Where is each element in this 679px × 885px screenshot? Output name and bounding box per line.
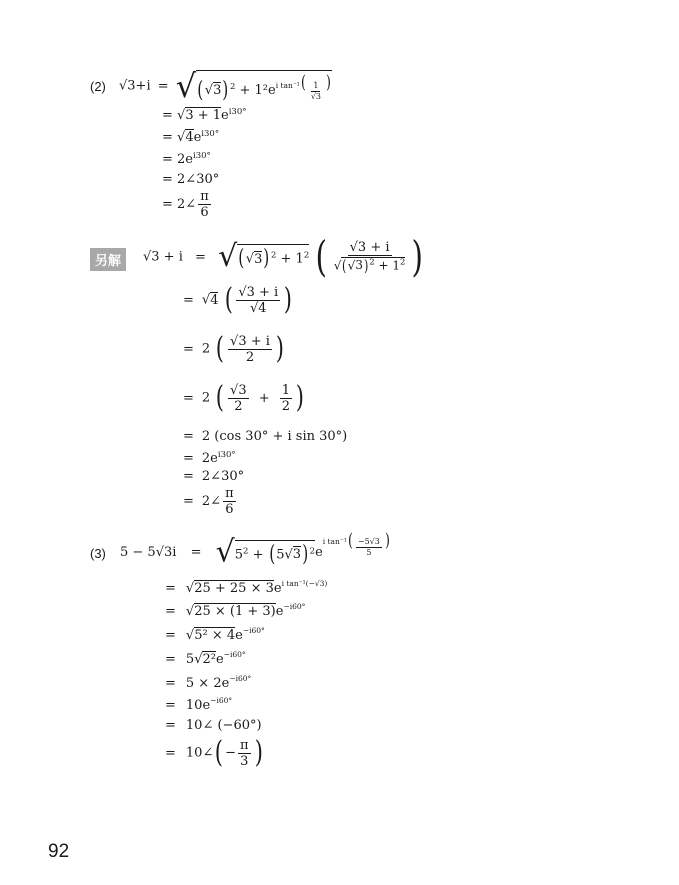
base: = 2e	[162, 152, 193, 167]
exp-frac-den: 5	[366, 548, 372, 557]
alt-line-5: = 2 (cos 30° + i sin 30°)	[183, 429, 348, 444]
exponent: i30°	[228, 107, 247, 117]
six: 6	[225, 502, 234, 517]
frac1-num: √3	[230, 382, 247, 398]
radicand: 3 + 1	[185, 108, 222, 123]
section-3-line-7: = $10e^{-i60^\circ}$	[165, 696, 233, 713]
frac-num: √3 + i	[238, 284, 279, 300]
text: 10∠ (−60°)	[185, 718, 262, 733]
exponent: i30°	[201, 129, 220, 139]
exponent: −i60°	[229, 674, 252, 683]
alt-line-6: = $2e^{i30^\circ}$	[183, 450, 236, 466]
section-2-line-5	[162, 190, 213, 219]
section-3-line-4: = $√5^2 \times 4e^{-i60^\circ}$	[165, 626, 265, 643]
text: 2 (cos 30° + i sin 30°)	[201, 429, 348, 444]
base: 2e	[201, 451, 218, 466]
section-3-line-9: = 10∠( − $\frac{\pi}{3}$ )	[165, 735, 263, 770]
frac2-num: 1	[281, 382, 291, 398]
radicand: 5² × 4	[194, 628, 236, 643]
alt-line-3: = 2 ( $\frac{√3 + i}{2}$ )	[183, 331, 284, 366]
radicand: 2²	[202, 652, 216, 667]
section-2-label: (2)	[90, 79, 106, 94]
section-2-line-4: = 2∠30°	[162, 172, 220, 187]
frac1-den: 2	[234, 398, 243, 414]
alt-first-line: $√3 + i = √(√3)^2 + 1^2$ ( $\frac{√3 + i}{√(√3)^2 + 1^2}$ )	[143, 232, 424, 281]
text: 5 × 2e	[185, 676, 230, 691]
exponent: i tan⁻¹(−√3)	[281, 579, 328, 588]
section-2-eq1-exp: i tan⁻¹	[275, 81, 300, 91]
page-number: 92	[48, 841, 70, 862]
section-3-line-6: = $5 \times 2e^{-i60^\circ}$	[165, 674, 252, 691]
plus: +	[258, 390, 270, 406]
radicand: 4	[185, 130, 194, 145]
alt-solution-badge: 另解	[90, 248, 126, 271]
frac-den: √4	[250, 300, 267, 316]
minus: −	[225, 745, 236, 761]
radicand: 25 × (1 + 3)	[194, 604, 276, 619]
section-2-lhs: √3+i	[119, 78, 151, 94]
exponent: i30°	[193, 151, 211, 161]
three: 3	[240, 753, 249, 769]
alt-line-2: = √4 ( $\frac{√3 + i}{√4}$ )	[183, 282, 293, 317]
prefix: 2	[201, 390, 211, 406]
section-3-line-3: = $√25 \times (1 + 3)e^{-i60^\circ}$	[165, 602, 306, 619]
section-3-line-2: = $√25 + 25 \times 3e^{i tan^{-1}(-√3)}$	[165, 579, 328, 596]
section-2-eq1-tail: + 1²e	[239, 83, 276, 99]
radicand: 25 + 25 × 3	[194, 581, 274, 596]
section-3-label: (3)	[90, 546, 106, 561]
six: 6	[200, 205, 209, 220]
exponent: −i60°	[242, 626, 265, 635]
prefix: 2	[201, 341, 211, 357]
exponent: i30°	[217, 450, 236, 460]
frac-num: √3 + i	[230, 333, 270, 349]
alt-line-7: = 2∠30°	[183, 469, 245, 484]
exp-frac-num: −5√3	[357, 537, 380, 546]
section-2-first-line: $√3+i = √(√3)^2 + 1^2e^{i tan^{-1}}$( $\frac{1}{√3}$ )	[119, 67, 331, 105]
section-3-line-8: = 10∠ (−60°)	[165, 718, 262, 733]
section-3-lhs: 5 − 5√3i	[120, 545, 177, 560]
alt-lhs: √3 + i	[143, 249, 183, 265]
exp-prefix: i tan⁻¹	[322, 537, 347, 546]
alt-frac-num: √3 + i	[349, 239, 390, 255]
prefix: 10∠	[185, 745, 214, 761]
section-2-line-3	[162, 152, 211, 166]
section-2-line-2: = $√4e^{i30^\circ}$	[162, 129, 220, 145]
alt-line-8: = 2∠ $\frac{\pi}{6}$	[183, 486, 234, 517]
section-3-line-5: = $5√2^2e^{-i60^\circ}$	[165, 650, 246, 667]
exponent: −i60°	[223, 650, 246, 659]
exponent: −i60°	[283, 602, 306, 611]
text: 2∠30°	[201, 469, 245, 484]
section-3-first-line: $5 - 5√3i = √5^2 + (5√3)^2e^{i tan^{-1}}$( $\frac{-5√3}{5}$ )	[120, 530, 390, 570]
section-2-line-1: = $√3 + 1e^{i30^\circ}$	[162, 107, 247, 123]
big-root-sign: √	[175, 67, 197, 105]
pi: π	[239, 737, 249, 753]
prefix: = 2∠	[162, 197, 197, 212]
frac-den: 2	[245, 349, 255, 365]
exp-frac-den: √3	[310, 92, 322, 102]
frac2-den: 2	[281, 398, 291, 414]
exponent: −i60°	[210, 696, 233, 705]
pi: π	[225, 486, 234, 501]
pi: π	[200, 189, 209, 204]
text: 10e	[185, 698, 211, 713]
alt-line-4: = 2 ( $\frac{√3}{2}$ + $\frac{1}{2}$ )	[183, 380, 305, 415]
prefix: 2∠	[201, 494, 222, 509]
coef: 5	[185, 652, 195, 667]
exp-frac-num: 1	[313, 81, 319, 91]
